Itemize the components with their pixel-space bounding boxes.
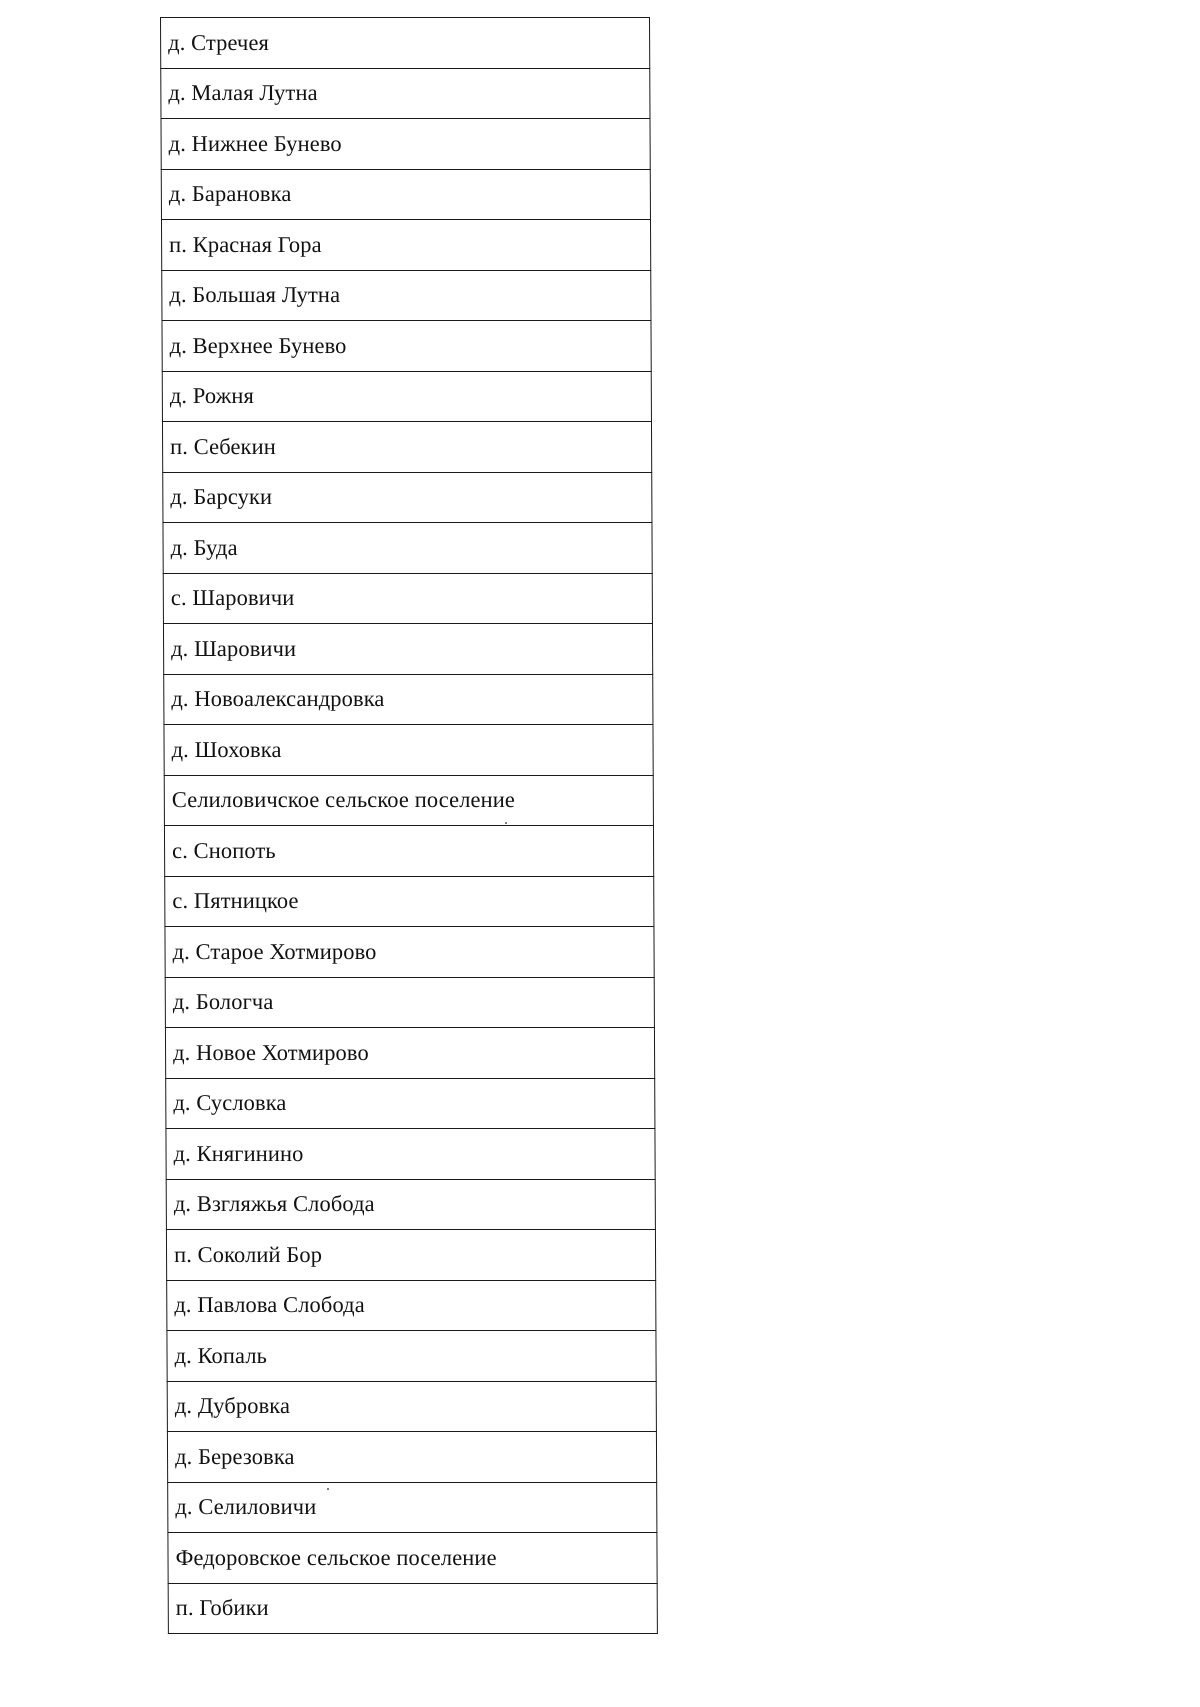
table-cell: д. Взгляжья Слобода: [166, 1179, 655, 1230]
table-row: [166, 1129, 655, 1180]
table-cell: д. Новое Хотмирово: [165, 1028, 654, 1079]
section-heading-cell: Федоровское сельское поселение: [168, 1533, 657, 1584]
table-row: [161, 18, 650, 69]
table-cell: д. Большая Лутна: [162, 270, 651, 321]
table-cell: д. Княгинино: [166, 1129, 655, 1180]
table-row-section-heading: [168, 1533, 657, 1584]
table-cell: п. Соколий Бор: [166, 1230, 655, 1281]
table-row: [163, 523, 652, 574]
table-cell: д. Нижнее Бунево: [161, 119, 650, 170]
table-cell: с. Снопоть: [164, 826, 653, 877]
table-row: [161, 220, 650, 271]
table-cell: д. Павлова Слобода: [167, 1280, 656, 1331]
table-row: [167, 1280, 656, 1331]
table-row: [161, 169, 650, 220]
table-cell: д. Старое Хотмирово: [165, 927, 654, 978]
settlements-table: [160, 17, 658, 1634]
table-cell: д. Верхнее Бунево: [162, 321, 651, 372]
table-row: [165, 876, 654, 927]
table-cell: д. Бологча: [165, 977, 654, 1028]
table-cell: д. Буда: [163, 523, 652, 574]
table-row: [164, 826, 653, 877]
table-row: [166, 1078, 655, 1129]
table-cell: д. Копаль: [167, 1331, 656, 1382]
table-row: [167, 1381, 656, 1432]
table-cell: д. Стречея: [161, 18, 650, 69]
table-row: [165, 977, 654, 1028]
table-cell: п. Красная Гора: [161, 220, 650, 271]
scan-speck: [505, 822, 507, 824]
table-row: [161, 119, 650, 170]
table-row: [167, 1432, 656, 1483]
table-cell: д. Селиловичи: [168, 1482, 657, 1533]
table-row-section-heading: [164, 775, 653, 826]
table-row: [162, 270, 651, 321]
table-cell: д. Малая Лутна: [161, 68, 650, 119]
table-cell: с. Шаровичи: [163, 573, 652, 624]
table-cell: д. Шаровичи: [163, 624, 652, 675]
table-cell: п. Себекин: [162, 422, 651, 473]
table-row: [162, 422, 651, 473]
table-cell: с. Пятницкое: [165, 876, 654, 927]
section-heading-cell: Селиловичское сельское поселение: [164, 775, 653, 826]
table-row: [164, 725, 653, 776]
table-row: [165, 1028, 654, 1079]
table-cell: д. Новоалександровка: [164, 674, 653, 725]
table-row: [162, 321, 651, 372]
table-row: [162, 371, 651, 422]
table-cell: д. Шоховка: [164, 725, 653, 776]
table-cell: д. Дубровка: [167, 1381, 656, 1432]
table-cell: п. Гобики: [168, 1583, 657, 1634]
table-cell: д. Сусловка: [166, 1078, 655, 1129]
table-row: [163, 472, 652, 523]
settlements-table-body: [161, 18, 658, 1634]
table-row: [168, 1482, 657, 1533]
table-cell: д. Барсуки: [163, 472, 652, 523]
table-cell: д. Березовка: [167, 1432, 656, 1483]
table-row: [164, 674, 653, 725]
table-row: [167, 1331, 656, 1382]
table-row: [161, 68, 650, 119]
table-row: [168, 1583, 657, 1634]
table-cell: д. Рожня: [162, 371, 651, 422]
table-row: [163, 573, 652, 624]
table-row: [165, 927, 654, 978]
table-row: [163, 624, 652, 675]
table-row: [166, 1179, 655, 1230]
table-cell: д. Барановка: [161, 169, 650, 220]
table-row: [166, 1230, 655, 1281]
scan-speck: [327, 1488, 329, 1490]
